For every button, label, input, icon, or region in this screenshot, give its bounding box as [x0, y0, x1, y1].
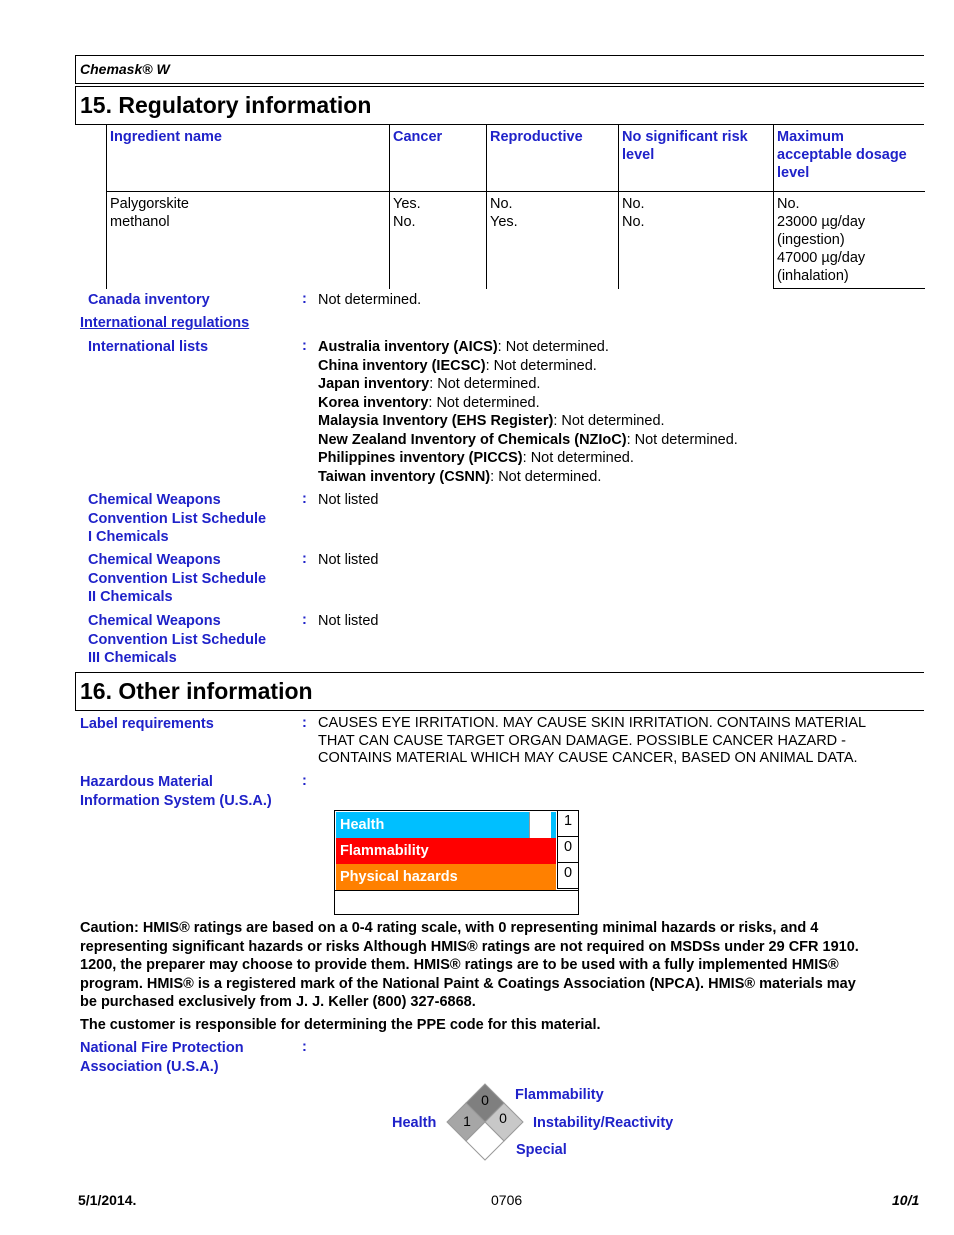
cw-schedule-2-label: Chemical Weapons Convention List Schedule II Chemicals	[88, 552, 267, 605]
colon: :	[302, 338, 307, 354]
hmis-label: Hazardous Material Information System (U.S.A.)	[80, 774, 272, 809]
hmis-rating-box	[334, 810, 579, 915]
hmis-caution-text: Caution: HMIS® ratings are based on a 0-4 rating scale, with 0 representing minimal hazards or risks, and 4 representing significant hazards or risks Although HMIS® ratings are not required on MSDSs under 29 CFR 1910. 1200, the preparer may choose to provide them. HMIS® ratings are to be used with a fully implemented HMIS® program. HMIS® is a registered mark of the National Paint & Coatings Association (NPCA). HMIS® materials may be purchased exclusively from J. J. Keller (800) 327-6868.	[80, 920, 859, 1010]
list-item: Japan inventory: Not determined.	[318, 376, 541, 392]
list-item: Philippines inventory (PICCS): Not determined.	[318, 450, 634, 466]
colon: :	[302, 715, 307, 731]
col-reproductive: Reproductive	[487, 125, 619, 192]
nfpa-label: National Fire Protection Association (U.S.A.)	[80, 1040, 244, 1075]
table-header-row	[107, 125, 926, 192]
col-nsrl: No significant risk level	[619, 125, 774, 192]
product-name: Chemask® W	[80, 61, 170, 77]
colon: :	[302, 773, 307, 789]
colon: :	[302, 551, 307, 567]
cell: No.	[490, 196, 513, 212]
label-requirements-label: Label requirements	[80, 716, 214, 732]
hmis-physical-bar: Physical hazards	[336, 864, 556, 890]
col-cancer: Cancer	[390, 125, 487, 192]
list-item: New Zealand Inventory of Chemicals (NZIoC): Not determined.	[318, 431, 738, 448]
label-requirements-value: CAUSES EYE IRRITATION. MAY CAUSE SKIN IRRITATION. CONTAINS MATERIAL THAT CAN CAUSE TARGET ORGAN DAMAGE. POSSIBLE CANCER HAZARD - CONTAINS MATERIAL WHICH MAY CAUSE CANCER, BASED ON ANIMAL DATA.	[318, 715, 867, 766]
regulatory-table	[106, 125, 925, 289]
nfpa-instability-value: 0	[499, 1110, 507, 1126]
cell: Yes.	[393, 196, 421, 212]
list-item: Korea inventory: Not determined.	[318, 394, 540, 411]
footer-date: 5/1/2014.	[78, 1192, 137, 1208]
col-ingredient-name: Ingredient name	[107, 125, 390, 192]
list-item: China inventory (IECSC): Not determined.	[318, 357, 597, 374]
cell: 23000 µg/day (ingestion) 47000 µg/day (inhalation)	[777, 214, 866, 284]
international-lists	[318, 338, 738, 486]
ppe-note: The customer is responsible for determining the PPE code for this material.	[80, 1017, 601, 1033]
hmis-flammability-value: 0	[557, 837, 578, 863]
cw-schedule-1-value: Not listed	[318, 492, 379, 508]
cw-schedule-1-label: Chemical Weapons Convention List Schedule I Chemicals	[88, 492, 267, 545]
cell: Palygorskite	[110, 196, 189, 212]
footer-page-number: 10/1	[892, 1192, 920, 1208]
hmis-health-bar: Health	[336, 812, 529, 838]
product-header-box	[75, 55, 924, 84]
cw-schedule-3-value: Not listed	[318, 613, 379, 629]
section-15-title: 15. Regulatory information	[80, 92, 372, 118]
list-item: Taiwan inventory (CSNN): Not determined.	[318, 468, 602, 485]
section-15-heading	[75, 86, 924, 125]
colon: :	[302, 612, 307, 628]
canada-inventory-value: Not determined.	[318, 292, 422, 308]
nfpa-diamond	[445, 1082, 525, 1162]
hmis-health-blank	[529, 812, 551, 838]
colon: :	[302, 491, 307, 507]
hmis-flammability-bar: Flammability	[336, 838, 556, 864]
cell: No.	[622, 214, 645, 230]
nfpa-special-label: Special	[516, 1142, 567, 1158]
list-item: Malaysia Inventory (EHS Register): Not determined.	[318, 413, 665, 429]
nfpa-health-value: 1	[463, 1113, 471, 1129]
col-madl: Maximum acceptable dosage level	[774, 125, 926, 192]
nfpa-health-label: Health	[392, 1115, 437, 1131]
table-row	[107, 192, 926, 289]
footer-code: 0706	[491, 1192, 523, 1208]
international-regulations-link[interactable]: International regulations	[80, 315, 250, 331]
hmis-physical-value: 0	[557, 863, 578, 889]
colon: :	[302, 1039, 307, 1055]
list-item: Australia inventory (AICS): Not determined.	[318, 339, 609, 355]
cw-schedule-3-label: Chemical Weapons Convention List Schedule III Chemicals	[88, 613, 267, 666]
hmis-health-value: 1	[557, 811, 578, 837]
section-16-title: 16. Other information	[80, 678, 313, 704]
colon: :	[302, 291, 307, 307]
canada-inventory-label: Canada inventory	[88, 292, 210, 308]
cell: No.	[622, 196, 645, 212]
hmis-health-swatch	[551, 812, 556, 838]
cw-schedule-2-value: Not listed	[318, 552, 379, 568]
cell: No.	[777, 196, 800, 212]
section-16-heading	[75, 672, 924, 711]
cell: Yes.	[490, 214, 518, 230]
international-lists-label: International lists	[88, 339, 209, 355]
nfpa-flammability-value: 0	[481, 1092, 489, 1108]
nfpa-flammability-label: Flammability	[515, 1087, 604, 1103]
nfpa-instability-label: Instability/Reactivity	[533, 1115, 674, 1131]
cell: methanol	[110, 214, 170, 230]
hmis-ppe-row	[335, 890, 578, 891]
cell: No.	[393, 214, 416, 230]
